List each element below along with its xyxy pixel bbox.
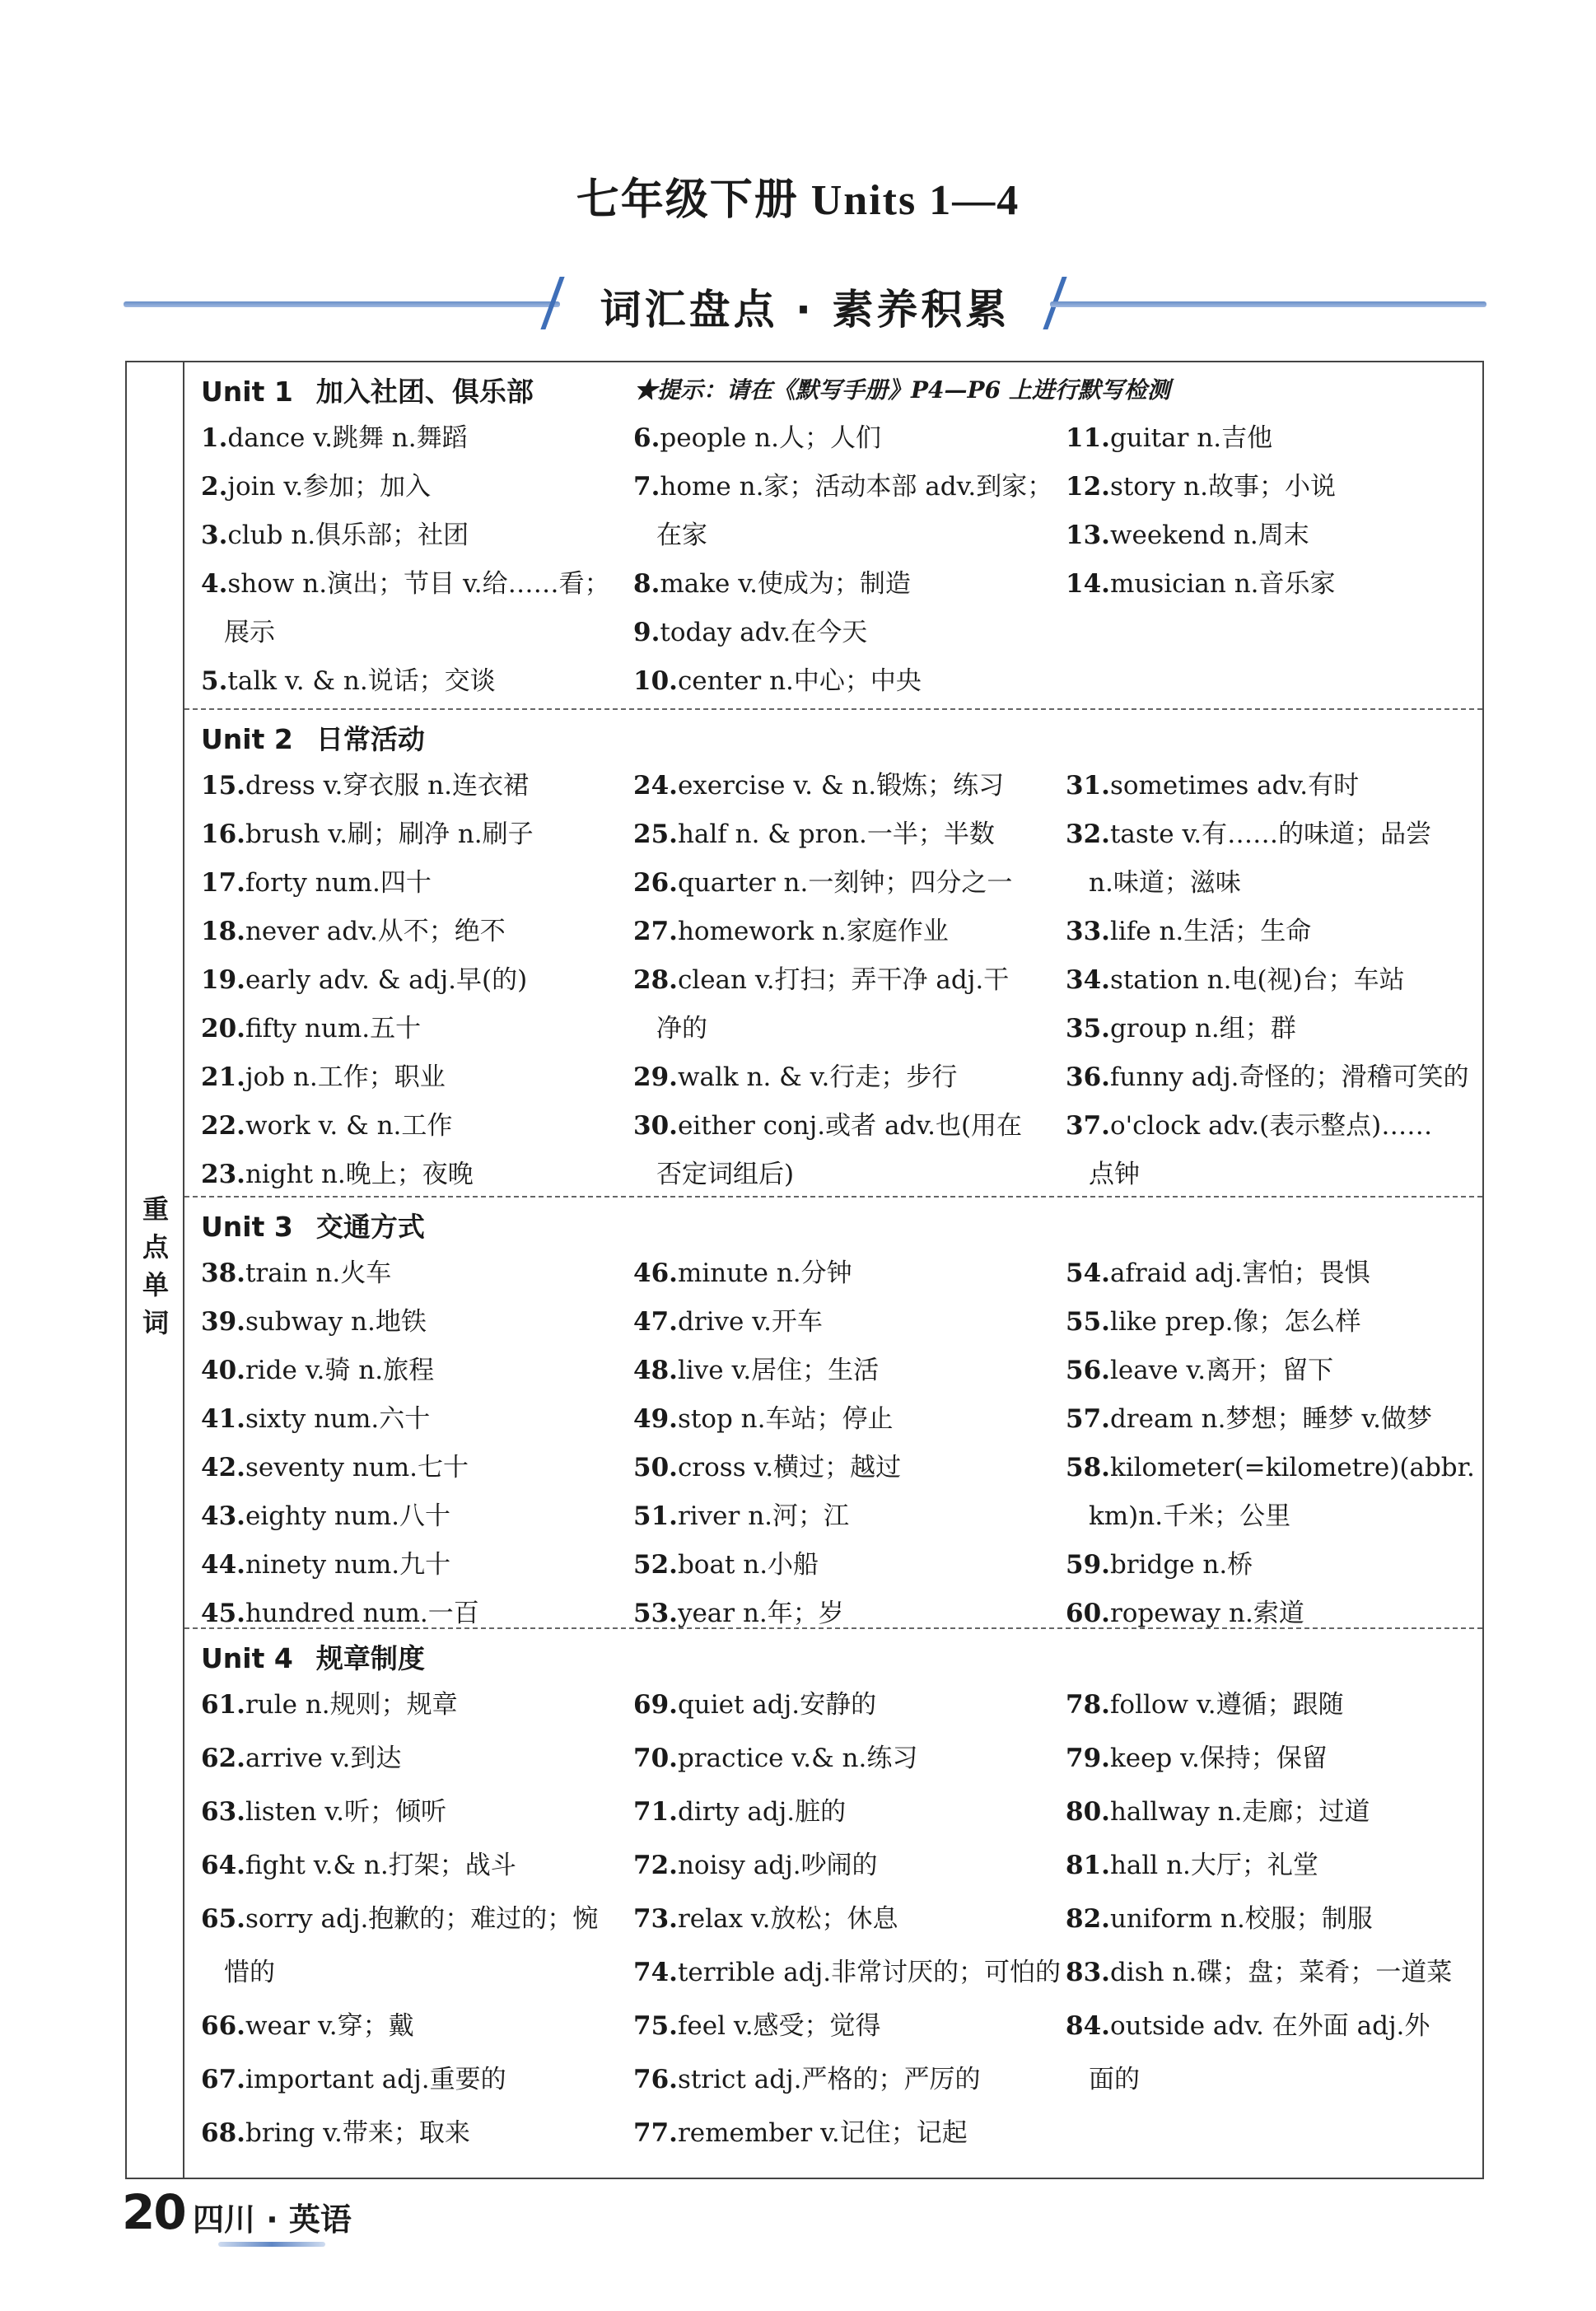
entry-number: 1. bbox=[201, 423, 228, 453]
vocab-entry bbox=[201, 1109, 452, 1142]
vocab-entry bbox=[1066, 1305, 1360, 1338]
vocab-entry bbox=[201, 1158, 474, 1191]
entry-text: people n.人；人们 bbox=[660, 423, 882, 453]
entry-number: 69. bbox=[633, 1690, 678, 1720]
vocab-entry bbox=[633, 1257, 852, 1290]
vocab-entry bbox=[201, 567, 610, 647]
unit-number: Unit 1 bbox=[201, 376, 293, 408]
vocab-entry bbox=[201, 2117, 470, 2150]
entry-number: 57. bbox=[1066, 1404, 1110, 1434]
vocab-entry bbox=[633, 769, 1004, 802]
vocab-entry bbox=[201, 1354, 434, 1387]
page-number: 20 bbox=[122, 2184, 185, 2240]
entry-text: minute n.分钟 bbox=[677, 1258, 852, 1288]
entry-number: 29. bbox=[633, 1062, 678, 1092]
entry-text: dance v.跳舞 n.舞蹈 bbox=[227, 423, 468, 453]
entry-text: center n.中心；中央 bbox=[677, 666, 922, 696]
vocab-entry bbox=[633, 1061, 957, 1094]
entry-number: 9. bbox=[633, 618, 660, 647]
vocab-entry bbox=[1066, 1795, 1370, 1828]
vocab-entry bbox=[1066, 1403, 1432, 1436]
vocab-entry bbox=[201, 2063, 506, 2096]
entry-text: station n.电(视)台；车站 bbox=[1109, 965, 1405, 995]
entry-number: 13. bbox=[1066, 521, 1110, 550]
entry-text: river n.河；江 bbox=[677, 1501, 850, 1531]
entry-number: 51. bbox=[633, 1501, 678, 1531]
unit-name: 交通方式 bbox=[315, 1211, 425, 1243]
entry-text: dream n.梦想；睡梦 v.做梦 bbox=[1109, 1404, 1433, 1434]
vocab-entry bbox=[201, 866, 432, 899]
unit-name: 加入社团、俱乐部 bbox=[315, 376, 534, 408]
vocab-entry bbox=[1066, 769, 1359, 802]
entry-continuation: 净的 bbox=[656, 1014, 707, 1043]
entry-text: live v.居住；生活 bbox=[677, 1356, 880, 1385]
vocab-entry bbox=[1066, 1012, 1296, 1045]
entry-text: dress v.穿衣服 n.连衣裙 bbox=[245, 771, 529, 801]
entry-text: musician n.音乐家 bbox=[1109, 569, 1336, 599]
entry-number: 2. bbox=[201, 472, 228, 502]
entry-number: 16. bbox=[201, 819, 245, 849]
entry-continuation: km)n.千米；公里 bbox=[1089, 1501, 1291, 1531]
vocab-entry bbox=[201, 519, 469, 552]
vocab-entry bbox=[633, 422, 881, 455]
entry-text: taste v.有……的味道；品尝 bbox=[1109, 819, 1432, 849]
entry-number: 52. bbox=[633, 1550, 678, 1580]
entry-text: hall n.大厅；礼堂 bbox=[1109, 1851, 1318, 1880]
entry-text: stop n.车站；停止 bbox=[677, 1404, 894, 1434]
vocab-entry bbox=[201, 1305, 427, 1338]
entry-continuation: 否定词组后) bbox=[656, 1160, 795, 1189]
entry-continuation: 点钟 bbox=[1089, 1160, 1140, 1189]
vocab-entry bbox=[633, 2010, 881, 2043]
entry-text: dish n.碟；盘；菜肴；一道菜 bbox=[1109, 1958, 1453, 1987]
entry-text: eighty num.八十 bbox=[245, 1501, 451, 1531]
entry-text: hallway n.走廊；过道 bbox=[1109, 1797, 1370, 1827]
vocab-entry bbox=[633, 1500, 849, 1533]
entry-text: ninety num.九十 bbox=[245, 1550, 451, 1580]
vocab-entry bbox=[633, 616, 867, 649]
entry-text: homework n.家庭作业 bbox=[677, 917, 949, 946]
dictation-tip: ★提示：请在《默写手册》P4—P6 上进行默写检测 bbox=[634, 376, 1170, 404]
entry-number: 20. bbox=[201, 1014, 245, 1043]
entry-number: 41. bbox=[201, 1404, 245, 1434]
entry-text: boat n.小船 bbox=[677, 1550, 819, 1580]
vocab-entry bbox=[633, 866, 1012, 899]
entry-continuation: 展示 bbox=[224, 618, 275, 647]
vocab-entry bbox=[1066, 1451, 1475, 1531]
footer-underline bbox=[218, 2242, 325, 2247]
vocab-entry bbox=[201, 818, 534, 851]
unit-number: Unit 2 bbox=[201, 723, 293, 755]
entry-number: 50. bbox=[633, 1453, 678, 1482]
entry-number: 59. bbox=[1066, 1550, 1110, 1580]
entry-text: subway n.地铁 bbox=[245, 1307, 427, 1337]
vocab-entry bbox=[201, 422, 468, 455]
entry-number: 82. bbox=[1066, 1904, 1110, 1934]
vocab-entry bbox=[201, 1902, 599, 1987]
entry-text: terrible adj.非常讨厌的；可怕的 bbox=[677, 1958, 1062, 1987]
entry-number: 61. bbox=[201, 1690, 245, 1720]
entry-text: remember v.记住；记起 bbox=[677, 2118, 968, 2148]
vocab-entry bbox=[633, 567, 911, 600]
entry-text: train n.火车 bbox=[245, 1258, 392, 1288]
entry-text: keep v.保持；保留 bbox=[1109, 1744, 1328, 1773]
entry-text: sorry adj.抱歉的；难过的；惋 bbox=[245, 1904, 599, 1934]
entry-number: 10. bbox=[633, 666, 678, 696]
unit-name: 规章制度 bbox=[315, 1642, 425, 1674]
entry-number: 46. bbox=[633, 1258, 678, 1288]
entry-text: afraid adj.害怕；畏惧 bbox=[1109, 1258, 1370, 1288]
entry-number: 39. bbox=[201, 1307, 245, 1337]
entry-text: listen v.听；倾听 bbox=[245, 1797, 446, 1827]
entry-number: 18. bbox=[201, 917, 245, 946]
entry-text: never adv.从不；绝不 bbox=[245, 917, 506, 946]
vocab-entry bbox=[1066, 567, 1336, 600]
entry-text: quarter n.一刻钟；四分之一 bbox=[677, 868, 1013, 898]
entry-number: 5. bbox=[201, 666, 228, 696]
entry-number: 56. bbox=[1066, 1356, 1110, 1385]
entry-text: brush v.刷；刷净 n.刷子 bbox=[245, 819, 534, 849]
vocab-entry bbox=[201, 1403, 430, 1436]
vocab-entry bbox=[201, 1061, 446, 1094]
entry-number: 12. bbox=[1066, 472, 1110, 502]
entry-text: clean v.打扫；弄干净 adj.干 bbox=[677, 965, 1010, 995]
entry-number: 34. bbox=[1066, 965, 1110, 995]
vocab-entry bbox=[201, 1688, 458, 1721]
vocab-entry bbox=[1066, 1688, 1344, 1721]
vocab-entry bbox=[1066, 1597, 1304, 1630]
entry-text: ride v.骑 n.旅程 bbox=[245, 1356, 435, 1385]
vocab-entry bbox=[201, 2010, 414, 2043]
vocab-entry bbox=[633, 1597, 844, 1630]
entry-number: 3. bbox=[201, 521, 228, 550]
entry-text: like prep.像；怎么样 bbox=[1109, 1307, 1361, 1337]
entry-number: 77. bbox=[633, 2118, 678, 2148]
entry-text: bring v.带来；取来 bbox=[245, 2118, 470, 2148]
side-column bbox=[127, 362, 184, 2178]
vocab-entry bbox=[1066, 519, 1309, 552]
entry-number: 35. bbox=[1066, 1014, 1110, 1043]
entry-number: 17. bbox=[201, 868, 245, 898]
vocab-entry bbox=[201, 915, 506, 948]
entry-text: club n.俱乐部；社团 bbox=[227, 521, 469, 550]
entry-text: noisy adj.吵闹的 bbox=[677, 1851, 878, 1880]
entry-text: outside adv. 在外面 adj.外 bbox=[1109, 2011, 1430, 2041]
entry-text: group n.组；群 bbox=[1109, 1014, 1296, 1043]
vocab-entry bbox=[201, 1257, 391, 1290]
side-label: 重点单词 bbox=[142, 1193, 169, 1338]
vocab-entry bbox=[633, 915, 949, 948]
vocab-entry bbox=[201, 1795, 446, 1828]
entry-number: 8. bbox=[633, 569, 660, 599]
vocab-entry bbox=[1066, 818, 1432, 898]
entry-text: strict adj.严格的；严厉的 bbox=[677, 2065, 981, 2094]
entry-number: 15. bbox=[201, 771, 245, 801]
entry-number: 81. bbox=[1066, 1851, 1110, 1880]
entry-number: 36. bbox=[1066, 1062, 1110, 1092]
entry-text: arrive v.到达 bbox=[245, 1744, 402, 1773]
entry-number: 11. bbox=[1066, 423, 1110, 453]
entry-continuation: 面的 bbox=[1089, 2065, 1140, 2094]
entry-text: join v.参加；加入 bbox=[227, 472, 432, 502]
vocab-entry bbox=[633, 2063, 981, 2096]
vocab-entry bbox=[1066, 1548, 1253, 1581]
entry-number: 72. bbox=[633, 1851, 678, 1880]
entry-text: leave v.离开；留下 bbox=[1109, 1356, 1334, 1385]
entry-text: either conj.或者 adv.也(用在 bbox=[677, 1111, 1023, 1141]
banner-line-left bbox=[124, 301, 560, 307]
vocab-entry bbox=[633, 1849, 878, 1882]
unit-section bbox=[184, 362, 1482, 708]
entry-text: fight v.& n.打架；战斗 bbox=[245, 1851, 516, 1880]
entry-number: 19. bbox=[201, 965, 245, 995]
entry-text: make v.使成为；制造 bbox=[660, 569, 911, 599]
entry-number: 6. bbox=[633, 423, 660, 453]
vocab-entry bbox=[633, 470, 1053, 550]
entry-text: drive v.开车 bbox=[677, 1307, 823, 1337]
vocab-entry bbox=[1066, 915, 1311, 948]
entry-number: 4. bbox=[201, 569, 228, 599]
banner-title: 词汇盘点 · 素养积累 bbox=[600, 286, 1010, 334]
vocab-entry bbox=[1066, 1956, 1452, 1989]
entry-number: 42. bbox=[201, 1453, 245, 1482]
entry-text: night n.晚上；夜晚 bbox=[245, 1160, 474, 1189]
entry-number: 23. bbox=[201, 1160, 245, 1189]
banner-line-right bbox=[1050, 301, 1486, 307]
entry-number: 22. bbox=[201, 1111, 245, 1141]
entry-number: 40. bbox=[201, 1356, 245, 1385]
entry-text: important adj.重要的 bbox=[245, 2065, 506, 2094]
entry-number: 79. bbox=[1066, 1744, 1110, 1773]
vocab-entry bbox=[201, 1451, 469, 1484]
vocab-entry bbox=[201, 769, 529, 802]
vocab-entry bbox=[1066, 422, 1272, 455]
vocab-entry bbox=[201, 470, 431, 503]
unit-heading bbox=[201, 718, 425, 757]
entry-number: 30. bbox=[633, 1111, 678, 1141]
entry-number: 70. bbox=[633, 1744, 678, 1773]
entry-number: 84. bbox=[1066, 2011, 1110, 2041]
vocab-entry bbox=[201, 964, 527, 997]
entry-text: kilometer(=kilometre)(abbr. bbox=[1109, 1453, 1475, 1482]
entry-number: 58. bbox=[1066, 1453, 1110, 1482]
footer-subject: 四川 · 英语 bbox=[193, 2201, 352, 2238]
entry-number: 24. bbox=[633, 771, 678, 801]
vocab-entry bbox=[633, 2117, 968, 2150]
vocab-entry bbox=[201, 1597, 479, 1630]
unit-section bbox=[184, 1627, 1482, 2181]
entry-number: 26. bbox=[633, 868, 678, 898]
entry-text: home n.家；活动本部 adv.到家； bbox=[660, 472, 1053, 502]
entry-text: relax v.放松；休息 bbox=[677, 1904, 898, 1934]
vocab-entry bbox=[201, 1548, 450, 1581]
vocab-entry bbox=[633, 818, 995, 851]
entry-number: 47. bbox=[633, 1307, 678, 1337]
entry-number: 38. bbox=[201, 1258, 245, 1288]
entry-text: today adv.在今天 bbox=[660, 618, 868, 647]
entry-number: 32. bbox=[1066, 819, 1110, 849]
entry-text: cross v.横过；越过 bbox=[677, 1453, 902, 1482]
vocab-entry bbox=[201, 1849, 516, 1882]
vocab-entry bbox=[633, 1688, 876, 1721]
entry-number: 67. bbox=[201, 2065, 245, 2094]
vocab-entry bbox=[633, 1354, 879, 1387]
unit-name: 日常活动 bbox=[315, 723, 425, 755]
entry-text: seventy num.七十 bbox=[245, 1453, 469, 1482]
vocab-entry bbox=[1066, 1849, 1318, 1882]
entry-continuation: 在家 bbox=[656, 521, 707, 550]
entry-text: quiet adj.安静的 bbox=[677, 1690, 877, 1720]
vocab-entry bbox=[633, 1305, 823, 1338]
vocab-entry bbox=[1066, 2010, 1430, 2094]
entry-number: 74. bbox=[633, 1958, 678, 1987]
vocab-entry bbox=[633, 1742, 917, 1775]
vocab-entry bbox=[1066, 1109, 1433, 1189]
entry-text: walk n. & v.行走；步行 bbox=[677, 1062, 958, 1092]
entry-text: half n. & pron.一半；半数 bbox=[677, 819, 995, 849]
entry-number: 7. bbox=[633, 472, 660, 502]
entry-number: 66. bbox=[201, 2011, 245, 2041]
page-title: 七年级下册 Units 1—4 bbox=[576, 177, 1020, 224]
vocab-entry bbox=[201, 1012, 421, 1045]
vocab-entry bbox=[633, 1795, 846, 1828]
vocab-entry bbox=[633, 1548, 819, 1581]
entry-number: 76. bbox=[633, 2065, 678, 2094]
entry-number: 83. bbox=[1066, 1958, 1110, 1987]
vocab-entry bbox=[1066, 964, 1405, 997]
entry-text: exercise v. & n.锻炼；练习 bbox=[677, 771, 1005, 801]
unit-heading bbox=[201, 1637, 425, 1676]
entry-text: rule n.规则；规章 bbox=[245, 1690, 458, 1720]
entry-number: 68. bbox=[201, 2118, 245, 2148]
entry-text: fifty num.五十 bbox=[245, 1014, 422, 1043]
entry-text: weekend n.周末 bbox=[1109, 521, 1309, 550]
entry-text: funny adj.奇怪的；滑稽可笑的 bbox=[1109, 1062, 1469, 1092]
entry-text: story n.故事；小说 bbox=[1109, 472, 1336, 502]
vocab-entry bbox=[633, 1109, 1023, 1189]
entry-text: ropeway n.索道 bbox=[1109, 1599, 1304, 1628]
vocab-entry bbox=[201, 665, 496, 698]
entry-text: show n.演出；节目 v.给……看； bbox=[227, 569, 610, 599]
entry-number: 75. bbox=[633, 2011, 678, 2041]
entry-text: work v. & n.工作 bbox=[245, 1111, 453, 1141]
vocab-entry bbox=[633, 1902, 898, 1935]
entry-number: 54. bbox=[1066, 1258, 1110, 1288]
entry-text: year n.年；岁 bbox=[677, 1599, 844, 1628]
entry-number: 48. bbox=[633, 1356, 678, 1385]
vocabulary-table bbox=[125, 361, 1484, 2179]
entry-number: 78. bbox=[1066, 1690, 1110, 1720]
unit-number: Unit 3 bbox=[201, 1211, 293, 1243]
entry-number: 21. bbox=[201, 1062, 245, 1092]
entry-number: 45. bbox=[201, 1599, 245, 1628]
entry-text: talk v. & n.说话；交谈 bbox=[227, 666, 496, 696]
entry-number: 55. bbox=[1066, 1307, 1110, 1337]
vocab-entry bbox=[1066, 470, 1336, 503]
vocab-entry bbox=[633, 964, 1010, 1043]
entry-text: dirty adj.脏的 bbox=[677, 1797, 847, 1827]
unit-section bbox=[184, 1196, 1482, 1627]
entry-text: feel v.感受；觉得 bbox=[677, 2011, 881, 2041]
entry-number: 37. bbox=[1066, 1111, 1110, 1141]
vocab-entry bbox=[633, 1956, 1061, 1989]
entry-continuation: n.味道；滋味 bbox=[1089, 868, 1241, 898]
section-banner bbox=[124, 272, 1486, 338]
entry-number: 43. bbox=[201, 1501, 245, 1531]
entry-number: 60. bbox=[1066, 1599, 1110, 1628]
vocab-entry bbox=[1066, 1061, 1468, 1094]
entry-number: 62. bbox=[201, 1744, 245, 1773]
entry-text: guitar n.吉他 bbox=[1109, 423, 1273, 453]
entry-text: forty num.四十 bbox=[245, 868, 432, 898]
entry-text: o'clock adv.(表示整点)…… bbox=[1109, 1111, 1433, 1141]
entry-number: 33. bbox=[1066, 917, 1110, 946]
entry-number: 49. bbox=[633, 1404, 678, 1434]
entry-number: 71. bbox=[633, 1797, 678, 1827]
entry-number: 53. bbox=[633, 1599, 678, 1628]
unit-heading bbox=[201, 1206, 425, 1244]
entry-number: 25. bbox=[633, 819, 678, 849]
entry-text: wear v.穿；戴 bbox=[245, 2011, 414, 2041]
unit-heading bbox=[201, 371, 534, 409]
vocab-entry bbox=[201, 1500, 450, 1533]
vocab-entry bbox=[1066, 1354, 1333, 1387]
vocab-entry bbox=[1066, 1902, 1373, 1935]
vocab-entry bbox=[633, 1403, 893, 1436]
entry-text: practice v.& n.练习 bbox=[677, 1744, 918, 1773]
entry-number: 64. bbox=[201, 1851, 245, 1880]
entry-number: 27. bbox=[633, 917, 678, 946]
entry-text: hundred num.一百 bbox=[245, 1599, 479, 1628]
entry-number: 28. bbox=[633, 965, 678, 995]
entry-number: 31. bbox=[1066, 771, 1110, 801]
vocab-entry bbox=[201, 1742, 401, 1775]
unit-section bbox=[184, 708, 1482, 1196]
unit-number: Unit 4 bbox=[201, 1642, 293, 1674]
entry-text: uniform n.校服；制服 bbox=[1109, 1904, 1373, 1934]
entry-number: 63. bbox=[201, 1797, 245, 1827]
entry-number: 80. bbox=[1066, 1797, 1110, 1827]
entry-number: 65. bbox=[201, 1904, 245, 1934]
entry-text: sometimes adv.有时 bbox=[1109, 771, 1360, 801]
entry-text: sixty num.六十 bbox=[245, 1404, 431, 1434]
entry-text: early adv. & adj.早(的) bbox=[245, 965, 528, 995]
vocab-entry bbox=[1066, 1257, 1370, 1290]
vocab-entry bbox=[633, 665, 922, 698]
entry-number: 44. bbox=[201, 1550, 245, 1580]
entry-number: 14. bbox=[1066, 569, 1110, 599]
entry-text: follow v.遵循；跟随 bbox=[1109, 1690, 1344, 1720]
vocab-entry bbox=[1066, 1742, 1328, 1775]
entry-text: bridge n.桥 bbox=[1109, 1550, 1253, 1580]
vocab-entry bbox=[633, 1451, 901, 1484]
entry-text: life n.生活；生命 bbox=[1109, 917, 1312, 946]
entry-text: job n.工作；职业 bbox=[245, 1062, 446, 1092]
entry-continuation: 惜的 bbox=[224, 1958, 275, 1987]
entry-number: 73. bbox=[633, 1904, 678, 1934]
